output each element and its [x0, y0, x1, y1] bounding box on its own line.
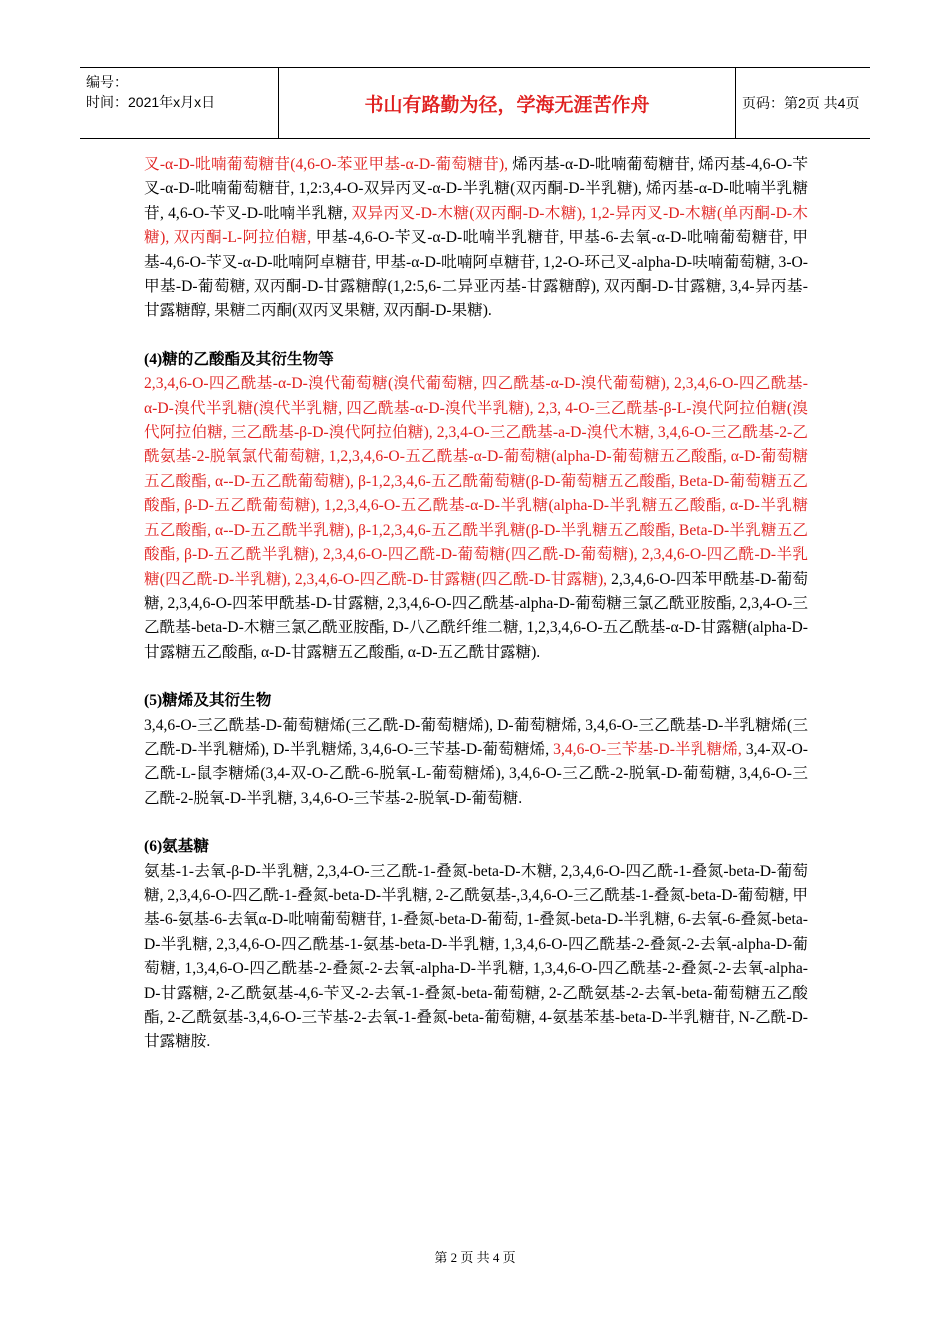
- intro-paragraph: [144, 153, 808, 324]
- section-5-red-text: 3,4,6-O-三苄基-D-半乳糖烯,: [549, 740, 742, 758]
- header-motto: 书山有路勤为径，学海无涯苦作舟: [279, 68, 736, 138]
- intro-text-2: 甲基-4,6-O-苄叉-α-D-吡喃半乳糖苷, 甲基-6-去氧-α-D-吡喃葡萄糖苷, 甲基-4,6-O-苄叉-α-D-吡喃阿卓糖苷, 甲基-α-D-吡喃阿卓糖苷, 1,2-O-环己叉-alpha-D-呋喃葡萄糖, 3-O-甲基-D-葡萄糖, 双丙酮-D-甘露糖醇(1,2:5,6-二异亚丙基-甘露糖醇), 双丙酮-D-甘露糖, 3,4-异丙基-甘露糖醇, 果糖二丙酮(双丙叉果糖, 双丙酮-D-果糖).: [144, 229, 808, 320]
- section-4-text: 2,3,4,6-O-四苯甲酰基-D-葡萄糖, 2,3,4,6-O-四苯甲酰基-D-甘露糖, 2,3,4,6-O-四乙酰基-alpha-D-葡萄糖三氯乙酰亚胺酯, 2,3,4-O-三乙酰基-beta-D-木糖三氯乙酰亚胺酯, D-八乙酰纤维二糖, 1,2,3,4,6-O-五乙酰基-α-D-甘露糖(alpha-D-甘露糖五乙酸酯, α-D-甘露糖五乙酸酯, α-D-五乙酰甘露糖).: [144, 570, 808, 661]
- page-footer: 第 2 页 共 4 页: [434, 1250, 516, 1265]
- section-4-heading: (4)糖的乙酸酯及其衍生物等: [144, 350, 334, 368]
- header-meta-cell: [80, 68, 279, 138]
- section-4-paragraph: [144, 372, 808, 665]
- intro-red-text: 叉-α-D-吡喃葡萄糖苷(4,6-O-苯亚甲基-α-D-葡萄糖苷),: [144, 156, 509, 173]
- doc-number-label: 编号：: [86, 74, 128, 90]
- intro-text-1: 烯丙基-α-D-吡喃葡萄糖苷, 烯丙基-4,6-O-苄叉-α-D-吡喃葡萄糖苷, 1,2:3,4-O-双异丙叉-α-D-半乳糖(双丙酮-D-半乳糖), 烯丙基-α-D-吡喃半乳糖苷, 4,6-O-苄叉-D-吡喃半乳糖,: [144, 156, 808, 222]
- intro-red-text-2: 双异丙叉-D-木糖(双丙酮-D-木糖), 1,2-异丙叉-D-木糖(单丙酮-D-木糖), 双丙酮-L-阿拉伯糖,: [144, 204, 808, 247]
- section-5-text-2: 3,4-双-O-乙酰-L-鼠李糖烯(3,4-双-O-乙酰-6-脱氧-L-葡萄糖烯), 3,4,6-O-三乙酰-2-脱氧-D-葡萄糖, 3,4,6-O-三乙酰-2-脱氧-D-半乳糖, 3,4,6-O-三苄基-2-脱氧-D-葡萄糖.: [144, 740, 808, 807]
- section-4-red-text: 2,3,4,6-O-四乙酰基-α-D-溴代葡萄糖(溴代葡萄糖, 四乙酰基-α-D-溴代葡萄糖), 2,3,4,6-O-四乙酰基-α-D-溴代半乳糖(溴代半乳糖, 四乙酰基-α-D-溴代半乳糖), 2,3, 4-O-三乙酰基-β-L-溴代阿拉伯糖(溴代阿拉伯糖, 三乙酰基-β-D-溴代阿拉伯糖), 2,3,4-O-三乙酰基-a-D-溴代木糖, 3,4,6-O-三乙酰基-2-乙酰氨基-2-脱氧氯代葡萄糖, 1,2,3,4,6-O-五乙酰基-α-D-葡萄糖(alpha-D-葡萄糖五乙酸酯, α-D-葡萄糖五乙酸酯, α--D-五乙酰葡萄糖), β-1,2,3,4,6-五乙酰葡萄糖(β-D-葡萄糖五乙酸酯, Beta-D-葡萄糖五乙酸酯, β-D-五乙酰葡萄糖), 1,2,3,4,6-O-五乙酰基-α-D-半乳糖(alpha-D-半乳糖五乙酸酯, α-D-半乳糖五乙酸酯, α--D-五乙酰半乳糖), β-1,2,3,4,6-五乙酰半乳糖(β-D-半乳糖五乙酸酯, Beta-D-半乳糖五乙酸酯, β-D-五乙酰半乳糖), 2,3,4,6-O-四乙酰-D-葡萄糖(四乙酰-D-葡萄糖), 2,3,4,6-O-四乙酰-D-半乳糖(四乙酰-D-半乳糖), 2,3,4,6-O-四乙酰-D-甘露糖(四乙酰-D-甘露糖),: [144, 375, 808, 588]
- header-table: [80, 67, 870, 139]
- section-6-heading: (6)氨基糖: [144, 838, 209, 856]
- page-body: [144, 153, 808, 1055]
- section-6-paragraph: 氨基-1-去氧-β-D-半乳糖, 2,3,4-O-三乙酰-1-叠氮-beta-D-木糖, 2,3,4,6-O-四乙酰-1-叠氮-beta-D-葡萄糖, 2,3,4,6-O-四乙酰-1-叠氮-beta-D-半乳糖, 2-乙酰氨基-,3,4,6-O-三乙酰基-1-叠氮-beta-D-葡萄糖, 甲基-6-氨基-6-去氧α-D-吡喃葡萄糖苷, 1-叠氮-beta-D-葡萄, 1-叠氮-beta-D-半乳糖, 6-去氧-6-叠氮-beta-D-半乳糖, 2,3,4,6-O-四乙酰基-1-氨基-beta-D-半乳糖, 1,3,4,6-O-四乙酰基-2-叠氮-2-去氧-alpha-D-葡萄糖, 1,3,4,6-O-四乙酰基-2-叠氮-2-去氧-alpha-D-半乳糖, 1,3,4,6-O-四乙酰基-2-叠氮-2-去氧-alpha-D-甘露糖, 2-乙酰氨基-4,6-苄叉-2-去氧-1-叠氮-beta-葡萄糖, 2-乙酰氨基-2-去氧-beta-葡萄糖五乙酸酯, 2-乙酰氨基-3,4,6-O-三苄基-2-去氧-1-叠氮-beta-葡萄糖, 4-氨基苯基-beta-D-半乳糖苷, N-乙酰-D-甘露糖胺.: [144, 862, 808, 1051]
- section-5-text-1: 3,4,6-O-三乙酰基-D-葡萄糖烯(三乙酰-D-葡萄糖烯), D-葡萄糖烯, 3,4,6-O-三乙酰基-D-半乳糖烯(三乙酰-D-半乳糖烯), D-半乳糖烯, 3,4,6-O-三苄基-D-葡萄糖烯,: [144, 716, 808, 758]
- doc-time-label: 时间：2021年x月x日: [86, 94, 216, 110]
- section-5-heading: (5)糖烯及其衍生物: [144, 692, 272, 710]
- header-page-info: 页码：第2页 共4页: [742, 95, 860, 111]
- section-5-paragraph: [144, 714, 808, 812]
